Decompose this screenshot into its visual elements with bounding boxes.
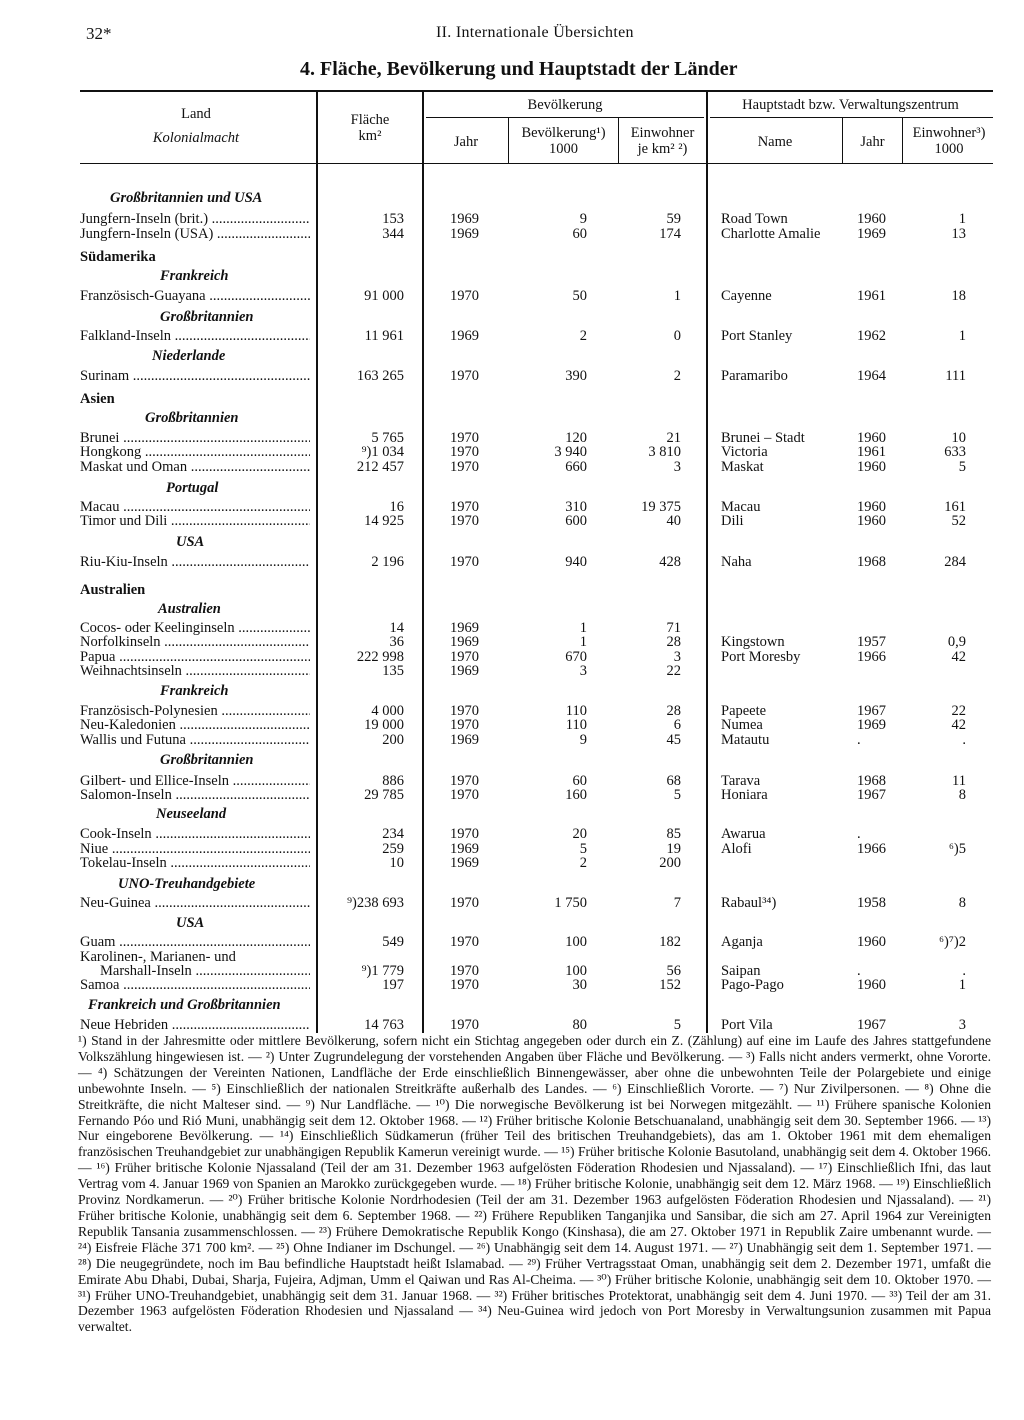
hauptstadt-jahr: 1960: [857, 430, 886, 446]
table-top-rule: [80, 90, 993, 92]
bevoelkerung-value: 660: [565, 459, 587, 475]
hauptstadt-jahr: 1960: [857, 934, 886, 950]
jahr-value: 1969: [450, 620, 479, 636]
flaeche-value: ⁹)1 034: [361, 444, 404, 460]
dichte-value: 5: [673, 1017, 681, 1033]
region-label: Asien: [80, 391, 115, 407]
table-row: [0, 226, 1024, 242]
dichte-value: 428: [659, 554, 681, 570]
table-row: [0, 554, 1024, 570]
header-einwohner-1000: Einwohner³): [912, 125, 986, 141]
flaeche-value: 259: [382, 841, 404, 857]
header-flaeche-unit: km²: [358, 128, 382, 144]
flaeche-value: 886: [382, 773, 404, 789]
table-row: [0, 211, 1024, 227]
land-name: Brunei .....: [80, 430, 310, 446]
land-name: Französisch-Guayana .....: [80, 288, 310, 304]
hauptstadt-jahr: 1960: [857, 211, 886, 227]
dichte-value: 5: [673, 787, 681, 803]
hauptstadt-jahr: 1966: [857, 649, 886, 665]
hauptstadt-jahr: 1967: [857, 703, 886, 719]
hauptstadt-einwohner: 8: [958, 787, 966, 803]
hauptstadt-rule: [710, 117, 993, 118]
dichte-value: 85: [666, 826, 681, 842]
dichte-value: 152: [659, 977, 681, 993]
land-name: Jungfern-Inseln (USA) .....: [80, 226, 310, 242]
flaeche-value: 4 000: [371, 703, 404, 719]
flaeche-value: 234: [382, 826, 404, 842]
kolonialmacht-label: Großbritannien: [160, 752, 254, 768]
jahr-value: 1969: [450, 855, 479, 871]
hauptstadt-jahr: 1967: [857, 1017, 886, 1033]
table-row: [0, 513, 1024, 529]
hauptstadt-einwohner: 8: [958, 895, 966, 911]
bevoelkerung-value: 9: [579, 732, 587, 748]
bevoelkerung-value: 120: [565, 430, 587, 446]
header-kolonialmacht-text: Kolonialmacht: [152, 130, 240, 146]
jahr-value: 1970: [450, 513, 479, 529]
bevoelkerung-value: 60: [572, 773, 587, 789]
header-bevoelkerung: Bevölkerung: [527, 97, 603, 113]
hauptstadt-einwohner: .: [962, 963, 966, 979]
flaeche-value: 16: [389, 499, 404, 515]
land-name-continued: Marshall-Inseln .....: [100, 963, 310, 979]
flaeche-value: ⁹)1 779: [361, 963, 404, 979]
hauptstadt-jahr: 1960: [857, 513, 886, 529]
land-name: Jungfern-Inseln (brit.) .....: [80, 211, 310, 227]
kolonialmacht-label: Niederlande: [152, 348, 226, 364]
dichte-value: 21: [666, 430, 681, 446]
kolonialmacht-label: Großbritannien: [145, 410, 239, 426]
hauptstadt-name: Brunei – Stadt: [721, 430, 805, 446]
table-row: [0, 368, 1024, 384]
dichte-value: 71: [666, 620, 681, 636]
group-heading: [0, 682, 1024, 700]
hauptstadt-jahr: 1960: [857, 977, 886, 993]
jahr-value: 1970: [450, 288, 479, 304]
land-name: Gilbert- und Ellice-Inseln .....: [80, 773, 310, 789]
land-name: Wallis und Futuna .....: [80, 732, 310, 748]
header-jahr: Jahr: [453, 134, 479, 150]
jahr-value: 1970: [450, 977, 479, 993]
jahr-value: 1970: [450, 649, 479, 665]
dichte-value: 2: [673, 368, 681, 384]
dichte-value: 28: [666, 703, 681, 719]
hauptstadt-einwohner: 1: [958, 211, 966, 227]
header-name: Name: [757, 134, 793, 150]
region-heading: [0, 390, 1024, 408]
table-row: [0, 826, 1024, 842]
jahr-value: 1970: [450, 934, 479, 950]
hauptstadt-name: Port Vila: [721, 1017, 773, 1033]
land-name: Französisch-Polynesien .....: [80, 703, 310, 719]
table-row: [0, 1017, 1024, 1033]
dichte-value: 45: [666, 732, 681, 748]
hauptstadt-jahr: .: [857, 732, 861, 748]
land-name: Weihnachtsinseln .....: [80, 663, 310, 679]
dichte-value: 56: [666, 963, 681, 979]
hauptstadt-name: Road Town: [721, 211, 788, 227]
table-row: [0, 977, 1024, 993]
hauptstadt-name: Numea: [721, 717, 763, 733]
jahr-value: 1970: [450, 703, 479, 719]
dichte-value: 200: [659, 855, 681, 871]
hauptstadt-einwohner: 111: [945, 368, 966, 384]
hauptstadt-jahr: 1958: [857, 895, 886, 911]
jahr-value: 1969: [450, 732, 479, 748]
jahr-value: 1970: [450, 773, 479, 789]
kolonialmacht-label: Frankreich: [160, 683, 229, 699]
flaeche-value: 19 000: [364, 717, 404, 733]
hauptstadt-einwohner: 10: [951, 430, 966, 446]
group-heading: [0, 875, 1024, 893]
land-name: Neu-Guinea .....: [80, 895, 310, 911]
group-heading: [0, 308, 1024, 326]
hauptstadt-jahr: 1969: [857, 717, 886, 733]
bevoelkerung-value: 600: [565, 513, 587, 529]
table-row: [0, 895, 1024, 911]
table-row: [0, 663, 1024, 679]
jahr-value: 1970: [450, 444, 479, 460]
land-name: Papua .....: [80, 649, 310, 665]
hauptstadt-name: Saipan: [721, 963, 761, 979]
hauptstadt-jahr: 1957: [857, 634, 886, 650]
header-bevoelkerung-1000: Bevölkerung¹): [521, 125, 606, 141]
land-name: Falkland-Inseln .....: [80, 328, 310, 344]
kolonialmacht-label: Großbritannien und USA: [110, 190, 263, 206]
bevoelkerung-value: 1 750: [554, 895, 587, 911]
flaeche-value: 5 765: [371, 430, 404, 446]
kolonialmacht-label: UNO-Treuhandgebiete: [118, 876, 256, 892]
hauptstadt-einwohner: ⁶)5: [948, 841, 966, 857]
group-heading: [0, 751, 1024, 769]
hauptstadt-jahr: .: [857, 963, 861, 979]
group-heading: [0, 347, 1024, 365]
hauptstadt-einwohner: 52: [951, 513, 966, 529]
group-heading: [0, 996, 1024, 1014]
group-heading: [0, 600, 1024, 618]
dichte-value: 28: [666, 634, 681, 650]
dichte-value: 0: [673, 328, 681, 344]
jahr-value: 1969: [450, 226, 479, 242]
land-name: Riu-Kiu-Inseln .....: [80, 554, 310, 570]
jahr-value: 1970: [450, 895, 479, 911]
table-title: 4. Fläche, Bevölkerung und Hauptstadt der Länder: [300, 58, 738, 80]
bevoelkerung-value: 5: [579, 841, 587, 857]
kolonialmacht-label: Frankreich: [160, 268, 229, 284]
flaeche-value: 344: [382, 226, 404, 242]
table-row: [0, 634, 1024, 650]
header-bottom-rule: [80, 163, 993, 164]
table-row: [0, 459, 1024, 475]
land-name: Neu-Kaledonien .....: [80, 717, 310, 733]
bevoelkerung-value: 100: [565, 934, 587, 950]
flaeche-value: 222 998: [356, 649, 404, 665]
land-name: Maskat und Oman .....: [80, 459, 310, 475]
flaeche-value: 2 196: [371, 554, 404, 570]
land-name: Cocos- oder Keelinginseln .....: [80, 620, 310, 636]
hauptstadt-einwohner: 22: [951, 703, 966, 719]
flaeche-value: 14 925: [364, 513, 404, 529]
kolonialmacht-label: USA: [176, 534, 205, 550]
bevoelkerung-value: 80: [572, 1017, 587, 1033]
jahr-value: 1970: [450, 717, 479, 733]
table-row: [0, 328, 1024, 344]
land-name: Neue Hebriden .....: [80, 1017, 310, 1033]
jahr-value: 1969: [450, 841, 479, 857]
hauptstadt-name: Honiara: [721, 787, 768, 803]
flaeche-value: 36: [389, 634, 404, 650]
hauptstadt-jahr: 1961: [857, 444, 886, 460]
land-name: Norfolkinseln .....: [80, 634, 310, 650]
flaeche-value: 14: [389, 620, 404, 636]
table-row: [0, 732, 1024, 748]
jahr-value: 1970: [450, 430, 479, 446]
jahr-value: 1970: [450, 554, 479, 570]
flaeche-value: 549: [382, 934, 404, 950]
hauptstadt-name: Port Moresby: [721, 649, 801, 665]
jahr-value: 1969: [450, 211, 479, 227]
table-row: [0, 288, 1024, 304]
kolonialmacht-label: Großbritannien: [160, 309, 254, 325]
hauptstadt-name: Paramaribo: [721, 368, 788, 384]
hauptstadt-name: Kingstown: [721, 634, 785, 650]
region-heading: [0, 581, 1024, 599]
land-name: Surinam .....: [80, 368, 310, 384]
hauptstadt-einwohner: 18: [951, 288, 966, 304]
hauptstadt-einwohner: 1: [958, 977, 966, 993]
dichte-value: 19: [666, 841, 681, 857]
land-name: Karolinen-, Marianen- und: [80, 949, 236, 965]
hauptstadt-name: Matautu: [721, 732, 770, 748]
dichte-value: 59: [666, 211, 681, 227]
hauptstadt-name: Papeete: [721, 703, 767, 719]
hauptstadt-einwohner: 42: [951, 649, 966, 665]
header-hauptstadt: Hauptstadt bzw. Verwaltungszentrum: [742, 97, 959, 113]
bevoelkerung-value: 3: [579, 663, 587, 679]
hauptstadt-name: Cayenne: [721, 288, 772, 304]
bevoelkerung-value: 110: [565, 703, 587, 719]
dichte-value: 174: [659, 226, 681, 242]
land-name: Guam .....: [80, 934, 310, 950]
group-heading: [0, 479, 1024, 497]
group-heading: [0, 533, 1024, 551]
hauptstadt-einwohner: 161: [944, 499, 966, 515]
hauptstadt-jahr: 1966: [857, 841, 886, 857]
bevoelkerung-value: 3 940: [554, 444, 587, 460]
dichte-value: 182: [659, 934, 681, 950]
hauptstadt-jahr: 1964: [857, 368, 886, 384]
dichte-value: 3: [673, 459, 681, 475]
group-heading: [0, 409, 1024, 427]
flaeche-value: 14 763: [364, 1017, 404, 1033]
bevoelkerung-value: 50: [572, 288, 587, 304]
header-einwohner-1000-unit: 1000: [934, 141, 964, 157]
footnotes: ¹) Stand in der Jahresmitte oder mittlere Bevölkerung, sofern nicht ein Stichtag angegeben oder durch ein Z. (Zählung) auf eine im Laufe des Jahres stattgefundene Volkszählung hingewiesen ist. — ²) Unter Zugrundelegung der vorstehenden Angaben über Fläche und Bevölkerung. — ³) Falls nicht anders vermerkt, ohne Vororte. — ⁴) Schätzungen der Vereinten Nationen, Landfläche der Erde einschließlich Binnengewässer, aber ohne die unbewohnten Teile der Polargebiete und einige unbewohnte Inseln. — ⁵) Einschließlich der nationalen Streitkräfte außerhalb des Landes. — ⁶) Einschließlich Vororte. — ⁷) Nur Zivilpersonen. — ⁸) Ohne die Streitkräfte, die nicht Malteser sind. — ⁹) Nur Landfläche. — ¹⁰) Die norwegische Bevölkerung ist bei Norwegen mitgezählt. — ¹¹) Frühere spanische Kolonien Fernando Póo und Rió Muni, unabhängig seit dem 12. Oktober 1968. — ¹²) Früher britische Kolonie Betschuanaland, unabhängig seit dem 30. September 1966. — ¹³) Nur eingeborene Bevölkerung. — ¹⁴) Einschließlich Südkamerun (früher Teil des britischen Treuhandgebiets), das am 1. Oktober 1961 mit dem ehemaligen französischen Treuhandgebiet zur unabhängigen Republik Kamerun vereinigt wurde. — ¹⁵) Früher britische Kolonie Basutoland, unabhängig seit dem 4. Oktober 1966. — ¹⁶) Früher britische Kolonie Njassaland (Teil der am 31. Dezember 1963 aufgelösten Föderation Rhodesien und Njassaland). — ¹⁷) Einschließlich Ifni, das laut Vertrag vom 4. Januar 1969 von Spanien an Marokko zurückgegeben wurde. — ¹⁸) Früher britische Kolonie, unabhängig seit dem 12. März 1968. — ¹⁹) Einschließlich Provinz Nordkamerun. — ²⁰) Früher britische Kolonie Nordrhodesien (Teil der am 31. Dezember 1963 aufgelösten Föderation Rhodesien und Njassaland). — ²¹) Früher britische Kolonie, unabhängig seit dem 6. September 1968. — ²²) Frühere Republiken Tanganjika und Sansibar, die sich am 27. April 1964 zur Vereinigten Republik Tansania zusammenschlossen. — ²³) Frühere Demokratische Republik Kongo (Kinshasa), die am 27. Oktober 1971 in Republik Zaire umbenannt wurde. — ²⁴) Eisfreie Fläche 371 700 km². — ²⁵) Ohne Indianer im Dschungel. — ²⁶) Unabhängig seit dem 14. August 1971. — ²⁷) Unabhängig seit dem 1. September 1971. — ²⁸) Die neugegründete, noch im Bau befindliche Hauptstadt heißt Islamabad. — ²⁹) Früher Vertragsstaat Oman, unabhängig seit dem 2. Dezember 1971, umfaßt die Emirate Abu Dhabi, Dubai, Sharja, Fujeira, Adjman, Umm el Qaiwan und Ras Al-Cheima. — ³⁰) Früher britische Kolonie, unabhängig seit dem 10. Oktober 1970. — ³¹) Früher UNO-Treuhandgebiet, unabhängig seit dem 31. Januar 1968. — ³²) Früher britisches Protektorat, unabhängig seit dem 4. Juni 1970. — ³³) Teil der am 31. Dezember 1963 aufgelösten Föderation Rhodesien und Njassaland — ³⁴) Neu-Guinea wird jedoch von Port Moresby in Verwaltungsunion zusammen mit Papua verwaltet.: [78, 1033, 991, 1335]
hauptstadt-einwohner: .: [962, 732, 966, 748]
hauptstadt-name: Pago-Pago: [721, 977, 784, 993]
land-name: Salomon-Inseln .....: [80, 787, 310, 803]
header-bevoelkerung-1000-unit: 1000: [549, 141, 578, 157]
jahr-value: 1969: [450, 663, 479, 679]
land-name: Hongkong .....: [80, 444, 310, 460]
dichte-value: 6: [673, 717, 681, 733]
land-name: Macau .....: [80, 499, 310, 515]
bevoelkerung-value: 160: [565, 787, 587, 803]
hauptstadt-name: Aganja: [721, 934, 763, 950]
bevoelkerung-value: 20: [572, 826, 587, 842]
flaeche-value: 212 457: [356, 459, 404, 475]
header-einwohner-km2-unit: je km² ²): [637, 141, 688, 157]
dichte-value: 40: [666, 513, 681, 529]
bevoelkerung-value: 9: [579, 211, 587, 227]
dichte-value: 7: [673, 895, 681, 911]
group-heading: [0, 267, 1024, 285]
bevoelkerung-value: 110: [565, 717, 587, 733]
kolonialmacht-label: Australien: [158, 601, 221, 617]
hauptstadt-einwohner: 11: [952, 773, 966, 789]
bevoelkerung-value: 30: [572, 977, 587, 993]
land-name: Samoa .....: [80, 977, 310, 993]
flaeche-value: 11 961: [364, 328, 404, 344]
kolonialmacht-label: USA: [176, 915, 205, 931]
hauptstadt-name: Alofi: [721, 841, 752, 857]
bevoelkerung-value: 1: [579, 620, 587, 636]
hauptstadt-name: Naha: [721, 554, 752, 570]
header-kolonialmacht: [80, 130, 312, 146]
table-row: [0, 855, 1024, 871]
bevoelkerung-value: 2: [579, 328, 587, 344]
header-einwohner-km2: Einwohner: [630, 125, 695, 141]
bevoelkerung-value: 60: [572, 226, 587, 242]
hauptstadt-einwohner: 13: [951, 226, 966, 242]
hauptstadt-einwohner: 42: [951, 717, 966, 733]
jahr-value: 1969: [450, 634, 479, 650]
header-flaeche: Fläche: [350, 112, 390, 128]
flaeche-value: 91 000: [364, 288, 404, 304]
hauptstadt-jahr: 1967: [857, 787, 886, 803]
jahr-value: 1970: [450, 499, 479, 515]
hauptstadt-einwohner: 284: [944, 554, 966, 570]
flaeche-value: 153: [382, 211, 404, 227]
hauptstadt-einwohner: 0,9: [947, 634, 966, 650]
hauptstadt-jahr: 1968: [857, 554, 886, 570]
hauptstadt-jahr: 1960: [857, 459, 886, 475]
flaeche-value: ⁹)238 693: [346, 895, 404, 911]
hauptstadt-jahr: 1961: [857, 288, 886, 304]
flaeche-value: 29 785: [364, 787, 404, 803]
jahr-value: 1970: [450, 826, 479, 842]
dichte-value: 22: [666, 663, 681, 679]
region-heading: [0, 248, 1024, 266]
hauptstadt-name: Tarava: [721, 773, 761, 789]
hauptstadt-jahr: .: [857, 826, 861, 842]
hauptstadt-jahr: 1962: [857, 328, 886, 344]
page-number: 32*: [86, 24, 112, 43]
dichte-value: 3 810: [648, 444, 681, 460]
running-head: II. Internationale Übersichten: [436, 24, 634, 41]
dichte-value: 68: [666, 773, 681, 789]
land-name: Niue .....: [80, 841, 310, 857]
land-name: Cook-Inseln .....: [80, 826, 310, 842]
hauptstadt-name: Maskat: [721, 459, 764, 475]
hauptstadt-einwohner: 3: [958, 1017, 966, 1033]
group-heading: [0, 189, 1024, 207]
bevoelkerung-value: 2: [579, 855, 587, 871]
jahr-value: 1970: [450, 368, 479, 384]
hauptstadt-einwohner: ⁶)⁷)2: [938, 934, 966, 950]
dichte-value: 3: [673, 649, 681, 665]
hauptstadt-einwohner: 633: [944, 444, 966, 460]
hauptstadt-name: Charlotte Amalie: [721, 226, 821, 242]
jahr-value: 1970: [450, 787, 479, 803]
land-name: Timor und Dili .....: [80, 513, 310, 529]
hauptstadt-name: Dili: [721, 513, 744, 529]
flaeche-value: 135: [382, 663, 404, 679]
bevoelkerung-value: 670: [565, 649, 587, 665]
jahr-value: 1970: [450, 459, 479, 475]
flaeche-value: 163 265: [356, 368, 404, 384]
kolonialmacht-label: Neuseeland: [156, 806, 227, 822]
dichte-value: 19 375: [641, 499, 681, 515]
region-label: Südamerika: [80, 249, 156, 265]
table-row: [0, 717, 1024, 733]
hauptstadt-name: Port Stanley: [721, 328, 793, 344]
hauptstadt-name: Awarua: [721, 826, 766, 842]
hauptstadt-jahr: 1968: [857, 773, 886, 789]
bevoelkerung-value: 310: [565, 499, 587, 515]
flaeche-value: 197: [382, 977, 404, 993]
table-row: [0, 787, 1024, 803]
bevoelkerung-rule: [426, 117, 704, 118]
hauptstadt-name: Victoria: [721, 444, 768, 460]
kolonialmacht-label: Portugal: [166, 480, 219, 496]
hauptstadt-einwohner: 5: [958, 459, 966, 475]
bevoelkerung-value: 1: [579, 634, 587, 650]
jahr-value: 1970: [450, 1017, 479, 1033]
hauptstadt-name: Rabaul³⁴): [721, 895, 777, 911]
flaeche-value: 200: [382, 732, 404, 748]
bevoelkerung-value: 100: [565, 963, 587, 979]
hauptstadt-jahr: 1969: [857, 226, 886, 242]
bevoelkerung-value: 940: [565, 554, 587, 570]
flaeche-value: 10: [389, 855, 404, 871]
hauptstadt-jahr: 1960: [857, 499, 886, 515]
table-row: [0, 444, 1024, 460]
dichte-value: 1: [673, 288, 681, 304]
group-heading: [0, 914, 1024, 932]
jahr-value: 1970: [450, 963, 479, 979]
bevoelkerung-value: 390: [565, 368, 587, 384]
group-heading: [0, 805, 1024, 823]
jahr-value: 1969: [450, 328, 479, 344]
hauptstadt-einwohner: 1: [958, 328, 966, 344]
header-jahr-2: Jahr: [860, 134, 885, 150]
header-land: Land: [181, 106, 211, 122]
table-row: [0, 934, 1024, 950]
kolonialmacht-label: Frankreich und Großbritannien: [88, 997, 281, 1013]
land-name: Tokelau-Inseln .....: [80, 855, 310, 871]
hauptstadt-name: Macau: [721, 499, 761, 515]
region-label: Australien: [80, 582, 146, 598]
